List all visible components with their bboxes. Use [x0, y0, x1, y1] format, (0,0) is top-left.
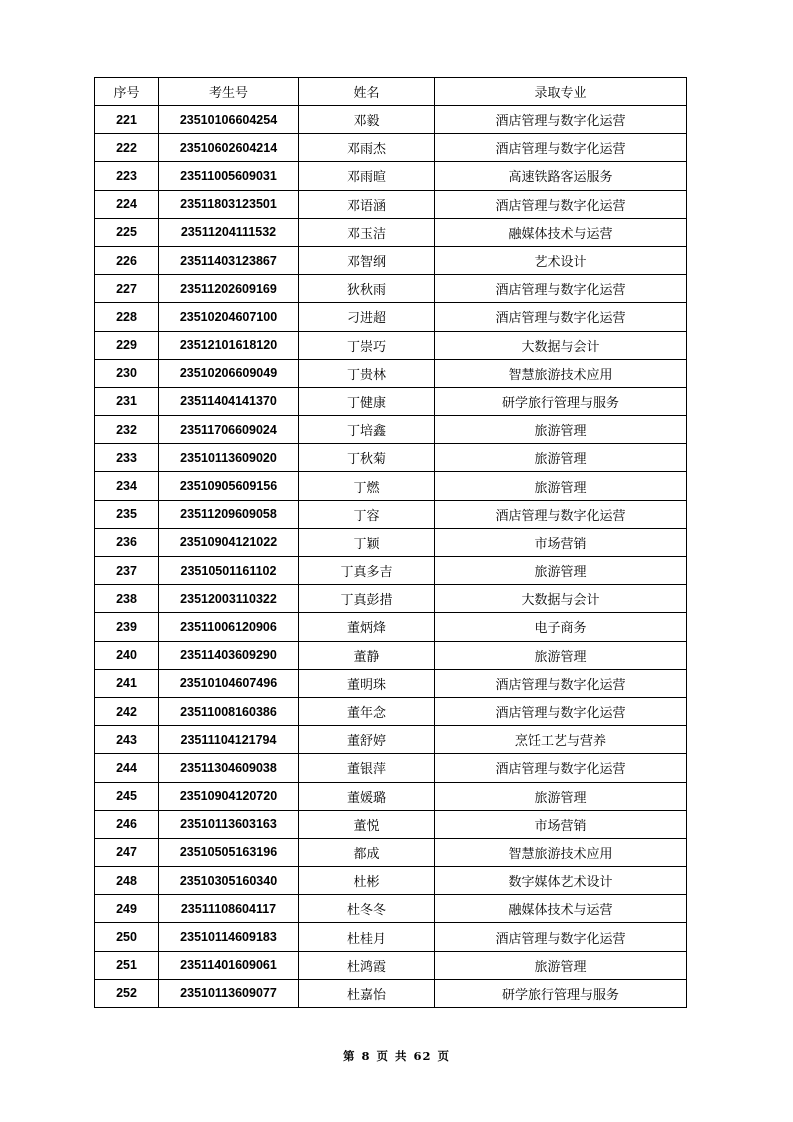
table-row: [95, 669, 687, 697]
cell-exam-id: 23510305160340: [159, 867, 299, 895]
table-row: [95, 134, 687, 162]
cell-major: 酒店管理与数字化运营: [435, 697, 687, 725]
cell-no: 238: [95, 585, 159, 613]
cell-name: 董悦: [299, 810, 435, 838]
cell-major: 旅游管理: [435, 782, 687, 810]
cell-exam-id: 23510904121022: [159, 528, 299, 556]
cell-major: 智慧旅游技术应用: [435, 838, 687, 866]
cell-name: 丁崇巧: [299, 331, 435, 359]
cell-name: 丁培鑫: [299, 416, 435, 444]
cell-major: 酒店管理与数字化运营: [435, 500, 687, 528]
table-row: [95, 275, 687, 303]
cell-no: 233: [95, 444, 159, 472]
footer-ye2: 页: [437, 1049, 451, 1063]
cell-major: 数字媒体艺术设计: [435, 867, 687, 895]
cell-name: 董舒婷: [299, 726, 435, 754]
table-row: [95, 951, 687, 979]
footer-total-pages: 62: [413, 1049, 432, 1063]
cell-exam-id: 23511204111532: [159, 218, 299, 246]
cell-no: 249: [95, 895, 159, 923]
cell-exam-id: 23512101618120: [159, 331, 299, 359]
cell-no: 223: [95, 162, 159, 190]
cell-name: 刁进超: [299, 303, 435, 331]
cell-name: 邓玉洁: [299, 218, 435, 246]
cell-name: 董炳烽: [299, 613, 435, 641]
table-row: [95, 810, 687, 838]
table-row: [95, 754, 687, 782]
cell-name: 邓雨杰: [299, 134, 435, 162]
cell-no: 234: [95, 472, 159, 500]
cell-no: 241: [95, 669, 159, 697]
cell-major: 智慧旅游技术应用: [435, 359, 687, 387]
cell-name: 杜鸿霞: [299, 951, 435, 979]
cell-no: 235: [95, 500, 159, 528]
cell-no: 221: [95, 106, 159, 134]
cell-major: 酒店管理与数字化运营: [435, 754, 687, 782]
cell-exam-id: 23511209609058: [159, 500, 299, 528]
cell-no: 248: [95, 867, 159, 895]
cell-no: 251: [95, 951, 159, 979]
table-header-row: [95, 78, 687, 106]
table-row: [95, 613, 687, 641]
cell-name: 狄秋雨: [299, 275, 435, 303]
cell-name: 邓语涵: [299, 190, 435, 218]
cell-no: 224: [95, 190, 159, 218]
cell-name: 董银萍: [299, 754, 435, 782]
cell-major: 旅游管理: [435, 416, 687, 444]
cell-exam-id: 23510113603163: [159, 810, 299, 838]
page-footer: [0, 1048, 793, 1064]
cell-major: 高速铁路客运服务: [435, 162, 687, 190]
cell-major: 融媒体技术与运营: [435, 218, 687, 246]
cell-exam-id: 23510204607100: [159, 303, 299, 331]
cell-exam-id: 23511401609061: [159, 951, 299, 979]
cell-major: 旅游管理: [435, 557, 687, 585]
cell-no: 231: [95, 387, 159, 415]
cell-exam-id: 23511304609038: [159, 754, 299, 782]
admission-table-container: [94, 77, 686, 1008]
cell-name: 董静: [299, 641, 435, 669]
cell-major: 艺术设计: [435, 246, 687, 274]
cell-name: 丁贵林: [299, 359, 435, 387]
cell-name: 丁颖: [299, 528, 435, 556]
cell-no: 225: [95, 218, 159, 246]
cell-name: 丁燃: [299, 472, 435, 500]
table-row: [95, 359, 687, 387]
table-row: [95, 528, 687, 556]
cell-exam-id: 23511404141370: [159, 387, 299, 415]
cell-major: 旅游管理: [435, 472, 687, 500]
cell-no: 244: [95, 754, 159, 782]
cell-major: 研学旅行管理与服务: [435, 979, 687, 1007]
cell-major: 酒店管理与数字化运营: [435, 275, 687, 303]
table-row: [95, 585, 687, 613]
table-row: [95, 895, 687, 923]
cell-name: 都成: [299, 838, 435, 866]
table-row: [95, 246, 687, 274]
table-body: [95, 106, 687, 1008]
cell-no: 247: [95, 838, 159, 866]
cell-major: 酒店管理与数字化运营: [435, 303, 687, 331]
cell-name: 邓毅: [299, 106, 435, 134]
table-row: [95, 444, 687, 472]
footer-di: 第: [342, 1049, 356, 1063]
cell-exam-id: 23510602604214: [159, 134, 299, 162]
cell-major: 酒店管理与数字化运营: [435, 669, 687, 697]
cell-exam-id: 23510106604254: [159, 106, 299, 134]
cell-name: 杜冬冬: [299, 895, 435, 923]
cell-no: 240: [95, 641, 159, 669]
cell-name: 杜桂月: [299, 923, 435, 951]
cell-name: 董明珠: [299, 669, 435, 697]
footer-page-number: 8: [361, 1049, 371, 1063]
footer-gong: 共: [395, 1049, 408, 1063]
cell-no: 243: [95, 726, 159, 754]
cell-no: 229: [95, 331, 159, 359]
cell-major: 研学旅行管理与服务: [435, 387, 687, 415]
cell-major: 旅游管理: [435, 641, 687, 669]
admission-table: [94, 77, 687, 1008]
cell-name: 杜嘉怡: [299, 979, 435, 1007]
header-exam-id: 考生号: [159, 78, 299, 106]
cell-exam-id: 23511706609024: [159, 416, 299, 444]
footer-ye: 页: [376, 1049, 389, 1063]
table-row: [95, 190, 687, 218]
table-row: [95, 416, 687, 444]
cell-no: 222: [95, 134, 159, 162]
cell-exam-id: 23511403609290: [159, 641, 299, 669]
cell-major: 酒店管理与数字化运营: [435, 134, 687, 162]
cell-no: 228: [95, 303, 159, 331]
cell-no: 236: [95, 528, 159, 556]
cell-exam-id: 23510905609156: [159, 472, 299, 500]
table-row: [95, 641, 687, 669]
cell-major: 大数据与会计: [435, 331, 687, 359]
cell-exam-id: 23510501161102: [159, 557, 299, 585]
header-major: 录取专业: [435, 78, 687, 106]
table-row: [95, 979, 687, 1007]
table-row: [95, 162, 687, 190]
cell-major: 旅游管理: [435, 444, 687, 472]
cell-no: 252: [95, 979, 159, 1007]
cell-exam-id: 23510904120720: [159, 782, 299, 810]
cell-name: 邓智纲: [299, 246, 435, 274]
cell-exam-id: 23510113609020: [159, 444, 299, 472]
cell-no: 239: [95, 613, 159, 641]
cell-major: 市场营销: [435, 810, 687, 838]
table-row: [95, 218, 687, 246]
cell-major: 电子商务: [435, 613, 687, 641]
header-no: 序号: [95, 78, 159, 106]
table-row: [95, 303, 687, 331]
table-row: [95, 782, 687, 810]
cell-no: 245: [95, 782, 159, 810]
cell-major: 大数据与会计: [435, 585, 687, 613]
table-row: [95, 500, 687, 528]
cell-exam-id: 23510104607496: [159, 669, 299, 697]
cell-no: 250: [95, 923, 159, 951]
cell-no: 242: [95, 697, 159, 725]
cell-major: 酒店管理与数字化运营: [435, 106, 687, 134]
cell-exam-id: 23511006120906: [159, 613, 299, 641]
cell-no: 237: [95, 557, 159, 585]
cell-no: 246: [95, 810, 159, 838]
cell-name: 丁秋菊: [299, 444, 435, 472]
table-row: [95, 387, 687, 415]
cell-major: 市场营销: [435, 528, 687, 556]
header-name: 姓名: [299, 78, 435, 106]
cell-exam-id: 23511104121794: [159, 726, 299, 754]
table-row: [95, 923, 687, 951]
cell-exam-id: 23510206609049: [159, 359, 299, 387]
cell-exam-id: 23511803123501: [159, 190, 299, 218]
cell-major: 酒店管理与数字化运营: [435, 190, 687, 218]
cell-major: 融媒体技术与运营: [435, 895, 687, 923]
cell-major: 酒店管理与数字化运营: [435, 923, 687, 951]
cell-name: 董媛璐: [299, 782, 435, 810]
cell-major: 旅游管理: [435, 951, 687, 979]
cell-exam-id: 23510114609183: [159, 923, 299, 951]
cell-exam-id: 23511403123867: [159, 246, 299, 274]
cell-exam-id: 23512003110322: [159, 585, 299, 613]
cell-major: 烹饪工艺与营养: [435, 726, 687, 754]
cell-name: 董年念: [299, 697, 435, 725]
table-row: [95, 726, 687, 754]
table-row: [95, 838, 687, 866]
cell-name: 丁真彭措: [299, 585, 435, 613]
cell-exam-id: 23511202609169: [159, 275, 299, 303]
cell-name: 杜彬: [299, 867, 435, 895]
cell-exam-id: 23511108604117: [159, 895, 299, 923]
cell-name: 丁真多吉: [299, 557, 435, 585]
table-row: [95, 472, 687, 500]
table-row: [95, 106, 687, 134]
cell-no: 227: [95, 275, 159, 303]
cell-exam-id: 23511008160386: [159, 697, 299, 725]
cell-name: 丁容: [299, 500, 435, 528]
table-row: [95, 697, 687, 725]
cell-exam-id: 23510113609077: [159, 979, 299, 1007]
table-row: [95, 331, 687, 359]
cell-no: 226: [95, 246, 159, 274]
cell-name: 丁健康: [299, 387, 435, 415]
cell-no: 232: [95, 416, 159, 444]
table-row: [95, 867, 687, 895]
table-row: [95, 557, 687, 585]
cell-exam-id: 23511005609031: [159, 162, 299, 190]
cell-exam-id: 23510505163196: [159, 838, 299, 866]
cell-no: 230: [95, 359, 159, 387]
cell-name: 邓雨暄: [299, 162, 435, 190]
